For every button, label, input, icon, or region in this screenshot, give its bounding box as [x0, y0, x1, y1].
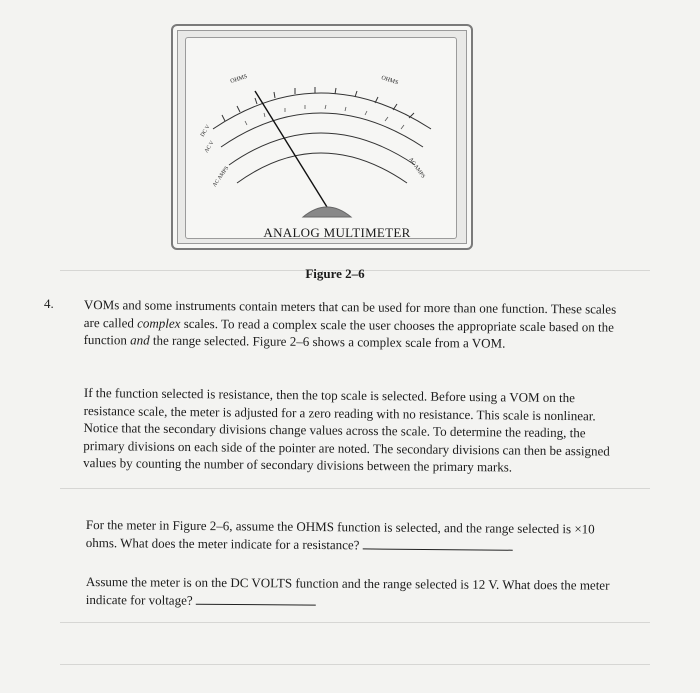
ohms-scale-arc: [213, 93, 431, 129]
bleed-through-line: [60, 664, 650, 665]
ac-amps-right-label: AC AMPS: [407, 156, 426, 180]
figure-caption: Figure 2–6: [305, 266, 365, 281]
ohms-scale-ticks: [222, 87, 414, 121]
ac-amps-scale-arc: [237, 153, 407, 183]
meter-title: ANALOG MULTIMETER: [263, 225, 411, 240]
question-number: 4.: [44, 296, 54, 311]
resistance-scale-paragraph: If the function selected is resistance, then the top scale is selected. Before using a VOM on the resistance scale, the meter is adjusted for a zero reading with no resistance. This scale is nonlinear. Notice that the secondary divisions change values across the scale. To determine the reading, the primary divisions on each side of the pointer are noted. The secondary divisions can then be assigned values by counting the number of secondary divisions between the primary marks.: [83, 384, 610, 475]
ac-v-label: AC V: [203, 139, 216, 155]
resistance-question: For the meter in Figure 2–6, assume the OHMS function is selected, and the range selected is ×10 ohms. What does the meter indicate for a resistance?: [85, 516, 595, 552]
voltage-question: Assume the meter is on the DC VOLTS function and the range selected is 12 V. What does the meter indicate for voltage?: [85, 574, 610, 608]
ohms-left-label: OHMS: [229, 73, 249, 85]
meter-pointer: [255, 91, 327, 207]
pointer-pivot: [303, 207, 351, 217]
dc-volts-scale-arc: [221, 113, 423, 147]
minor-ticks: [245, 105, 404, 129]
ohms-right-label: OHMS: [380, 75, 399, 87]
ac-volts-scale-arc: [229, 133, 415, 165]
resistance-answer-blank[interactable]: [363, 536, 513, 550]
bleed-through-line: [60, 488, 650, 489]
dc-v-label: DC V: [199, 123, 212, 139]
intro-paragraph: VOMs and some instruments contain meters that can be used for more than one function. These scales are called complex scales. To read a complex scale the user chooses the appropriate scale based on the function and the range selected. Figure 2–6 shows a complex scale from a VOM.: [83, 296, 617, 351]
ac-amps-left-label: AC AMPS: [211, 165, 231, 189]
bleed-through-line: [60, 622, 650, 623]
voltage-answer-blank[interactable]: [196, 591, 316, 605]
meter-scale-graphic: [185, 37, 455, 237]
